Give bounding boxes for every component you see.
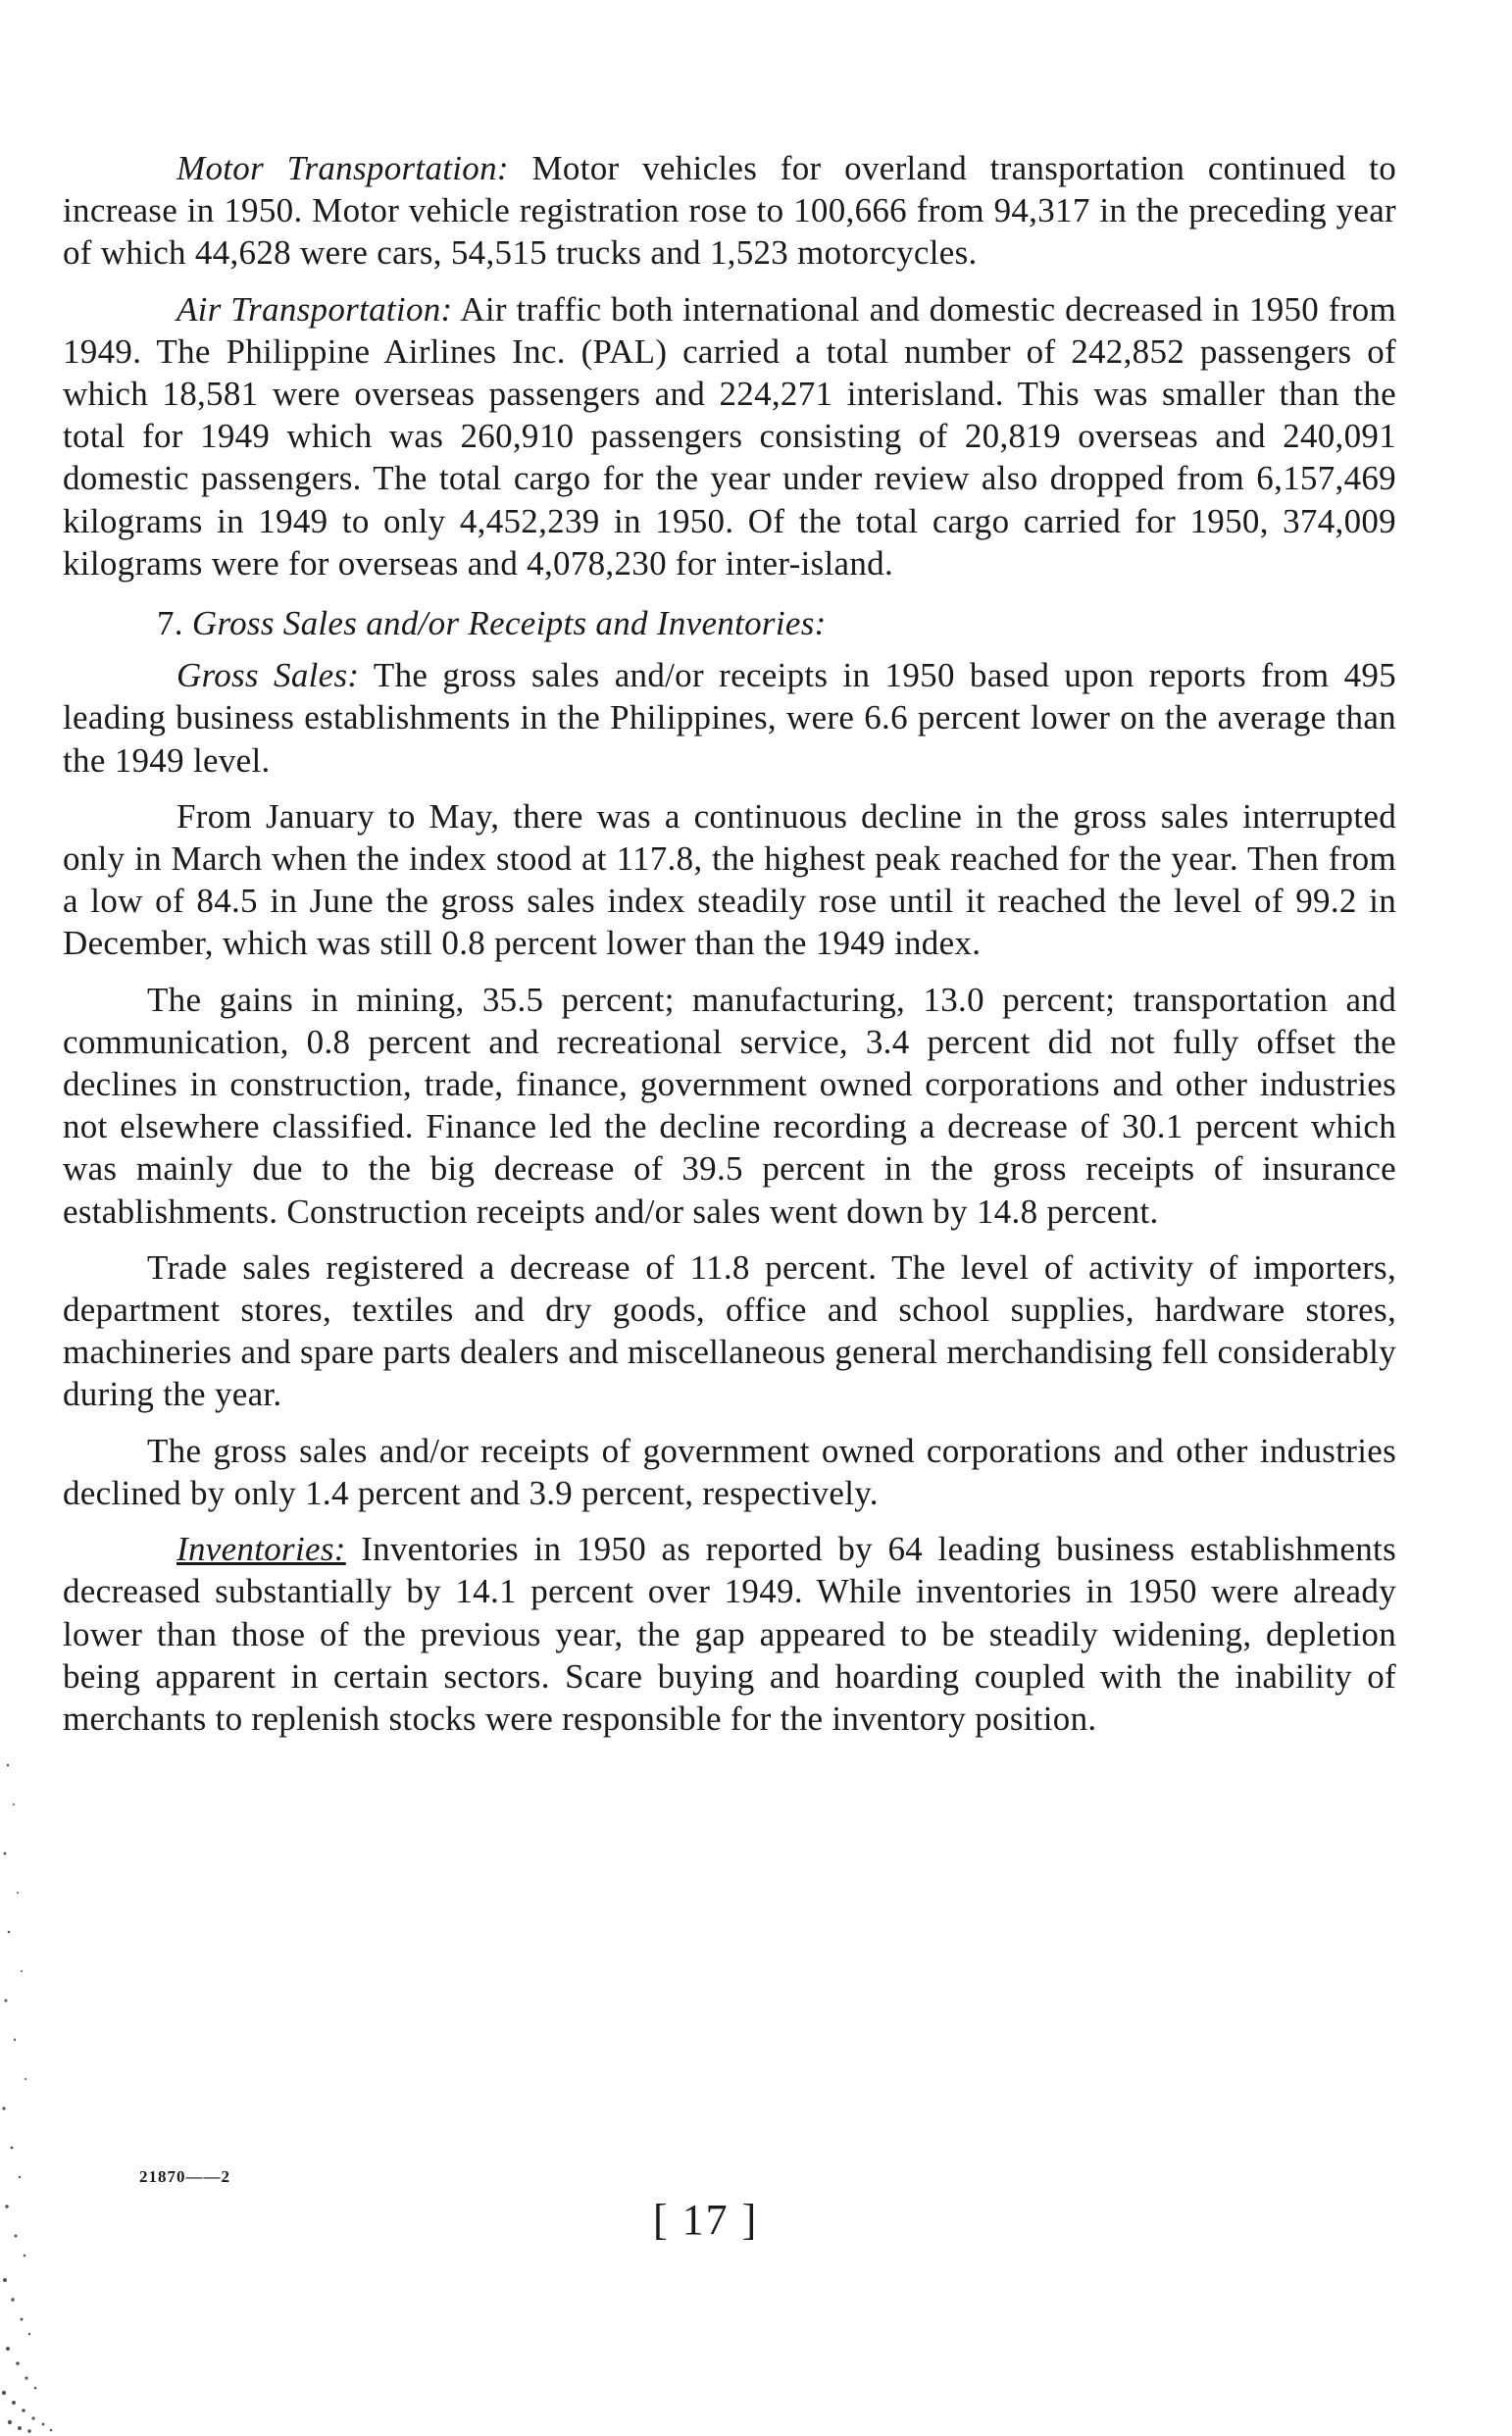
paragraph-motor-transportation — [63, 147, 1396, 275]
paragraph-trade-sales: Trade sales registered a decrease of 11.8 percent. The level of activity of importers, department stores, textiles and dry goods, office and school supplies, hardware stores, machineries and spare parts dealers and miscellaneous general merchandising fell considerably during the year. — [63, 1247, 1396, 1414]
print-job-code: 21870——2 — [139, 2167, 230, 2186]
section-number: 7. — [157, 604, 183, 643]
inventories-label: Inventories: — [176, 1530, 346, 1569]
paragraph-air-transportation — [63, 288, 1396, 584]
paragraph-government-corporations: The gross sales and/or receipts of government owned corporations and other industries declined by only 1.4 percent and 3.9 percent, respectively. — [63, 1431, 1396, 1512]
page-number: [ 17 ] — [653, 2196, 759, 2244]
paragraph-january-may: From January to May, there was a continuous decline in the gross sales interrupted only in March when the index stood at 117.8, the highest peak reached for the year. Then from a low of 84.5 in June the gross sales index steadily rose until it reached the level of 99.2 in December, which was still 0.8 percent lower than the 1949 index. — [63, 796, 1396, 963]
air-transportation-label: Air Transportation: — [176, 289, 453, 329]
paragraph-inventories — [63, 1528, 1396, 1740]
scan-margin-noise — [0, 1746, 69, 2436]
inventories-text: Inventories in 1950 as reported by 64 leading business establishments decreased substantially by 14.1 percent over 1949. While inventories in 1950 were already lower than those of the previous year, the gap appeared to be steadily widening, depletion being apparent in certain sectors. Scare buying and hoarding coupled with the inability of merchants to replenish stocks were responsible for the inventory position. — [63, 1530, 1396, 1738]
section-heading — [63, 602, 1396, 644]
paragraph-gains: The gains in mining, 35.5 percent; manufacturing, 13.0 percent; transportation and communication, 0.8 percent and recreational service, 3.4 percent did not fully offset the declines in construction, trade, finance, government owned corporations and other industries not elsewhere classified. Finance led the decline recording a decrease of 30.1 percent which was mainly due to the big decrease of 39.5 percent in the gross receipts of insurance establishments. Construction receipts and/or sales went down by 14.8 percent. — [63, 980, 1396, 1231]
air-transportation-text: Air traffic both international and domestic decreased in 1950 from 1949. The Philippine Airlines Inc. (PAL) carried a total number of 242,852 passengers of which 18,581 were overseas passengers and 224,271 interisland. This was smaller than the total for 1949 which was 260,910 passengers consisting of 20,819 overseas and 240,091 domestic passengers. The total cargo for the year under review also dropped from 6,157,469 kilograms in 1949 to only 4,452,239 in 1950. Of the total cargo carried for 1950, 374,009 kilograms were for overseas and 4,078,230 for inter-island. — [63, 289, 1396, 583]
gross-sales-text: The gross sales and/or receipts in 1950 based upon reports from 495 leading business establishments in the Philippines, were 6.6 percent lower on the average than the 1949 level. — [63, 656, 1396, 780]
paragraph-gross-sales — [63, 654, 1396, 782]
gross-sales-label: Gross Sales: — [176, 656, 360, 695]
section-title: Gross Sales and/or Receipts and Inventories: — [191, 604, 827, 643]
motor-transportation-text: Motor vehicles for overland transportation continued to increase in 1950. Motor vehicle registration rose to 100,666 from 94,317 in the preceding year of which 44,628 were cars, 54,515 trucks and 1,523 motorcycles. — [63, 149, 1396, 273]
motor-transportation-label: Motor Transportation: — [176, 149, 509, 187]
page-body — [63, 147, 1396, 1740]
